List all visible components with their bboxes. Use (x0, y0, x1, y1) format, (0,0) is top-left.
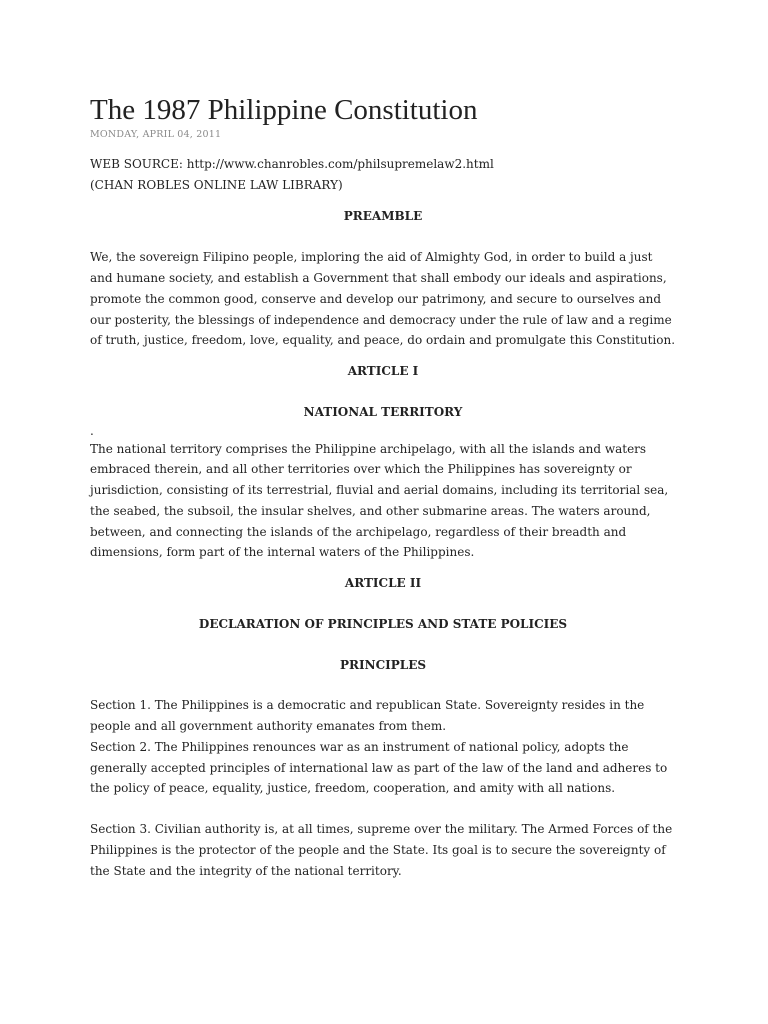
preamble-heading: PREAMBLE (343, 208, 423, 223)
post-date: MONDAY, APRIL 04, 2011 (90, 129, 222, 140)
article-2-subheading: DECLARATION OF PRINCIPLES AND STATE POLICIES (198, 616, 568, 631)
source-library-line: (CHAN ROBLES ONLINE LAW LIBRARY) (90, 177, 343, 192)
section-1-text: Section 1. The Philippines is a democratic and republican State. Sovereignty resides in the people and all government authority emanates from them. (90, 698, 645, 733)
web-source-line: WEB SOURCE: http://www.chanrobles.com/philsupremelaw2.html (90, 157, 494, 171)
section-2-text: Section 2. The Philippines renounces war as an instrument of national policy, adopts the generally accepted principles of international law as part of the law of the land and adheres to the policy of peace, equality, justice, freedom, cooperation, and amity with all nations. (90, 739, 668, 796)
post-body (90, 154, 676, 881)
section-3-text: Section 3. Civilian authority is, at all times, supreme over the military. The Armed Forces of the Philippines is the protector of the people and the State. Its goal is to secure the sovereignty of the State and the integrity of the national territory. (90, 822, 673, 878)
article-1-text: The national territory comprises the Philippine archipelago, with all the islands and waters embraced therein, and all other territories over which the Philippines has sovereignty or jurisdiction, consisting of its terrestrial, fluvial and aerial domains, including its territorial sea, the seabed, the subsoil, the insular shelves, and other submarine areas. The waters around, between, and connecting the islands of the archipelago, regardless of their breadth and dimensions, form part of the internal waters of the Philippines. (90, 441, 669, 560)
preamble-text: We, the sovereign Filipino people, imploring the aid of Almighty God, in order to build a just and humane society, and establish a Government that shall embody our ideals and aspirations, promote the common good, conserve and develop our patrimony, and secure to ourselves and our posterity, the blessings of independence and democracy under the rule of law and a regime of truth, justice, freedom, love, equality, and peace, do ordain and promulgate this Constitution. (90, 250, 676, 348)
principles-heading: PRINCIPLES (339, 657, 426, 672)
article-2-heading: ARTICLE II (344, 576, 422, 590)
article-1-heading: ARTICLE I (347, 364, 419, 378)
post-title: The 1987 Philippine Constitution (90, 94, 478, 126)
article-1-subheading: NATIONAL TERRITORY (303, 404, 463, 419)
article-1-dot: . (90, 423, 94, 438)
